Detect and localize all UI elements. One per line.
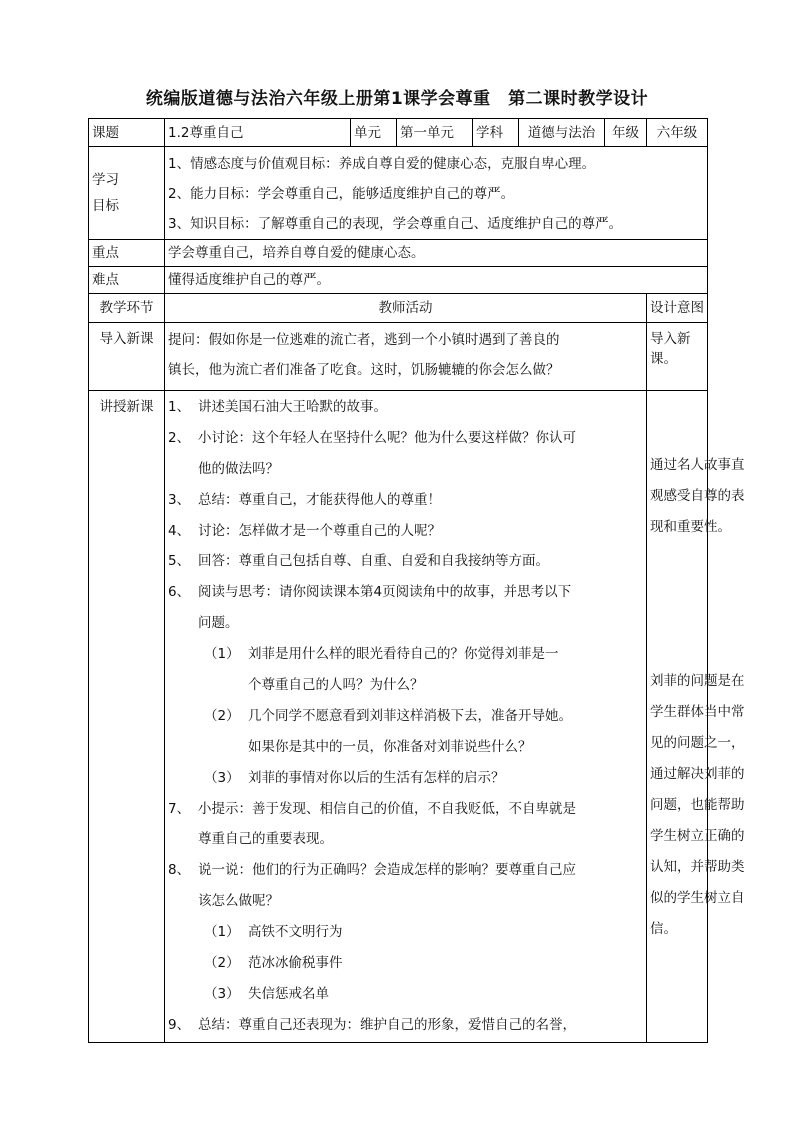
lecture-item xyxy=(168,485,643,516)
teacher-activity-header: 教师活动 xyxy=(165,294,647,323)
grade-value: 六年级 xyxy=(647,119,708,147)
intent-line: 见的问题之一， xyxy=(650,735,745,751)
goals-label-line1: 学习 xyxy=(92,172,119,188)
item-text: 阅读与思考：请你阅读课本第4页阅读角中的故事，并思考以下 xyxy=(198,584,572,601)
lesson-label: 课题 xyxy=(89,119,165,147)
case-item xyxy=(168,948,643,979)
goals-label-line2: 目标 xyxy=(92,198,119,214)
grade-label: 年级 xyxy=(605,119,647,147)
sub-number: （1） xyxy=(204,646,240,663)
intent-line: 通过名人故事直 xyxy=(650,457,745,473)
sub-text: 刘菲是用什么样的眼光看待自己的？你觉得刘菲是一 xyxy=(248,646,559,663)
item-text: 总结：尊重自己，才能获得他人的尊重！ xyxy=(198,491,441,508)
goals-row xyxy=(89,147,708,240)
goal-item: 1、情感态度与价值观目标：养成自尊自爱的健康心态，克服自卑心理。 xyxy=(168,156,596,172)
lecture-item-cont: 该怎么做呢？ xyxy=(198,893,279,910)
item-number: 3、 xyxy=(168,491,191,508)
key-point-text: 学会尊重自己，培养自尊自爱的健康心态。 xyxy=(165,240,708,267)
item-number: 1、 xyxy=(168,399,191,415)
sub-text: 刘菲的事情对你以后的生活有怎样的启示？ xyxy=(248,769,505,786)
case-number: （2） xyxy=(204,955,240,972)
lesson-value: 1.2尊重自己 xyxy=(165,119,351,147)
lecture-item xyxy=(168,1010,643,1041)
lecture-item xyxy=(168,794,643,825)
intent-line: 问题，也能帮助 xyxy=(650,797,745,813)
case-item xyxy=(168,979,643,1010)
case-text: 范冰冰偷税事件 xyxy=(248,955,343,972)
lecture-item xyxy=(168,392,643,423)
difficulty-text: 懂得适度维护自己的尊严。 xyxy=(165,267,708,294)
unit-value: 第一单元 xyxy=(397,119,473,147)
intent-line: 学生树立正确的 xyxy=(650,828,745,844)
item-number: 5、 xyxy=(168,553,191,570)
item-text: 小提示：善于发现、相信自己的价值，不自我贬低，不自卑就是 xyxy=(198,800,576,817)
lecture-item xyxy=(168,423,643,454)
document-title: 统编版道德与法治六年级上册第1课学会尊重 第二课时教学设计 xyxy=(145,89,649,109)
intro-intent: 导入新课。 xyxy=(647,323,708,391)
lecture-stage: 讲授新课 xyxy=(89,391,165,1043)
item-text: 说一说：他们的行为正确吗？会造成怎样的影响？要尊重自己应 xyxy=(198,862,576,879)
difficulty-row xyxy=(89,267,708,294)
case-number: （3） xyxy=(204,985,240,1002)
subject-value: 道德与法治 xyxy=(519,119,605,147)
case-text: 高铁不文明行为 xyxy=(248,924,343,941)
case-number: （1） xyxy=(204,924,240,941)
sub-question-cont: 个尊重自己的人吗？为什么？ xyxy=(248,677,424,694)
item-number: 2、 xyxy=(168,429,191,446)
subject-label: 学科 xyxy=(473,119,519,147)
intro-line: 镇长，他为流亡者们准备了吃食。这时，饥肠辘辘的你会怎么做？ xyxy=(168,362,560,378)
item-number: 9、 xyxy=(168,1016,191,1033)
item-text: 小讨论：这个年轻人在坚持什么呢？他为什么要这样做？你认可 xyxy=(198,429,576,446)
sub-question xyxy=(168,701,643,732)
intent-line: 刘菲的问题是在 xyxy=(650,673,745,689)
sub-number: （2） xyxy=(204,707,240,724)
intent-block-2 xyxy=(650,666,745,945)
intro-activity xyxy=(165,323,647,391)
item-number: 7、 xyxy=(168,800,191,817)
item-text: 回答：尊重自己包括自尊、自重、自爱和自我接纳等方面。 xyxy=(198,553,549,570)
case-item xyxy=(168,917,643,948)
lecture-activity xyxy=(165,391,647,1043)
item-number: 4、 xyxy=(168,522,191,539)
lecture-item xyxy=(168,577,643,608)
lesson-plan-table xyxy=(88,118,745,1043)
intent-block-1 xyxy=(650,450,745,543)
intent-line: 通过解决刘菲的 xyxy=(650,766,745,782)
lecture-item xyxy=(168,516,643,547)
item-number: 6、 xyxy=(168,584,191,601)
intent-line: 信。 xyxy=(650,921,677,937)
goals-content xyxy=(165,147,708,240)
sub-text: 几个同学不愿意看到刘菲这样消极下去，准备开导她。 xyxy=(248,707,572,724)
sub-question xyxy=(168,763,643,794)
lecture-item-cont: 问题。 xyxy=(198,615,239,632)
item-text: 讲述美国石油大王哈默的故事。 xyxy=(198,399,387,415)
sub-question-cont: 如果你是其中的一员，你准备对刘菲说些什么？ xyxy=(248,738,532,755)
intent-line: 学生群体当中常 xyxy=(650,704,745,720)
intent-line: 似的学生树立自 xyxy=(650,890,745,906)
intent-line: 现和重要性。 xyxy=(650,519,731,535)
lecture-item xyxy=(168,855,643,886)
sub-question xyxy=(168,639,643,670)
intent-line: 观感受自尊的表 xyxy=(650,488,745,504)
item-number: 8、 xyxy=(168,862,191,879)
stage-header: 教学环节 xyxy=(89,294,165,323)
sub-number: （3） xyxy=(204,769,240,786)
lecture-row xyxy=(89,391,708,1043)
intro-stage: 导入新课 xyxy=(89,323,165,391)
lecture-item-cont: 他的做法吗？ xyxy=(198,460,279,477)
key-point-label: 重点 xyxy=(89,240,165,267)
intent-line: 认知，并帮助类 xyxy=(650,859,745,875)
item-text: 总结：尊重自己还表现为：维护自己的形象，爱惜自己的名誉， xyxy=(198,1016,576,1033)
case-text: 失信惩戒名单 xyxy=(248,985,329,1002)
intro-row xyxy=(89,323,708,391)
header-row xyxy=(89,294,708,323)
lecture-item-cont: 尊重自己的重要表现。 xyxy=(198,831,333,848)
info-row xyxy=(89,119,708,147)
goal-item: 3、知识目标：了解尊重自己的表现，学会尊重自己、适度维护自己的尊严。 xyxy=(168,216,623,232)
difficulty-label: 难点 xyxy=(89,267,165,294)
intro-line: 提问：假如你是一位逃难的流亡者，逃到一个小镇时遇到了善良的 xyxy=(168,332,560,348)
design-intent-header: 设计意图 xyxy=(647,294,708,323)
lecture-item xyxy=(168,546,643,577)
unit-label: 单元 xyxy=(351,119,397,147)
key-point-row xyxy=(89,240,708,267)
item-text: 讨论：怎样做才是一个尊重自己的人呢？ xyxy=(198,522,441,539)
goals-label xyxy=(89,147,165,240)
goal-item: 2、能力目标：学会尊重自己，能够适度维护自己的尊严。 xyxy=(168,186,515,202)
lecture-intent xyxy=(647,391,745,1043)
